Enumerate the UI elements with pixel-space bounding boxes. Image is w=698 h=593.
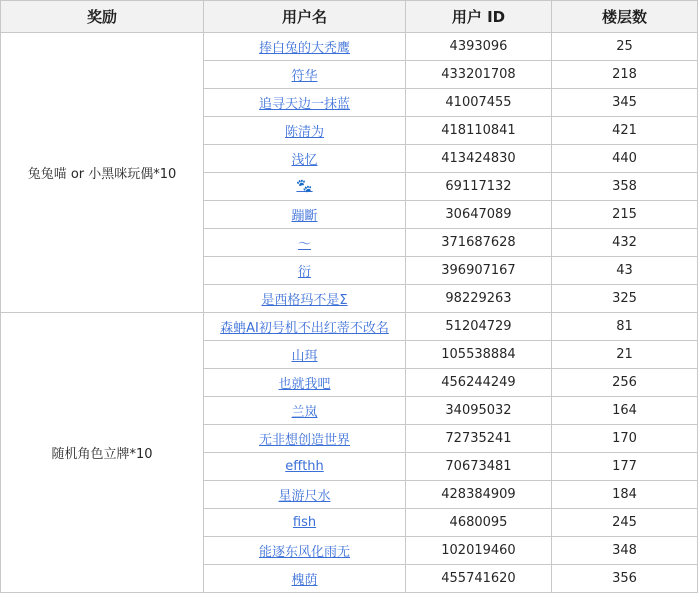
username-cell	[204, 145, 406, 173]
username-link[interactable]: 追寻天边一抹蓝	[258, 97, 350, 112]
username-link[interactable]: 是西格玛不是Σ	[261, 293, 348, 308]
username-cell	[204, 173, 406, 201]
user-id-cell: 98229263	[406, 285, 552, 313]
username-link[interactable]: 捧白兔的大秃鹰	[258, 41, 350, 56]
floor-cell: 440	[552, 145, 698, 173]
header-user-id: 用户 ID	[406, 1, 552, 33]
floor-cell: 184	[552, 481, 698, 509]
user-id-cell: 105538884	[406, 341, 552, 369]
floor-cell: 164	[552, 397, 698, 425]
username-cell	[204, 257, 406, 285]
user-id-cell: 51204729	[406, 313, 552, 341]
username-link[interactable]: 槐荫	[291, 573, 318, 588]
username-link[interactable]: 符华	[291, 69, 318, 84]
floor-cell: 215	[552, 201, 698, 229]
user-id-cell: 30647089	[406, 201, 552, 229]
username-link[interactable]: 浅忆	[291, 153, 318, 168]
username-cell	[204, 33, 406, 61]
floor-cell: 218	[552, 61, 698, 89]
username-link[interactable]: fish	[292, 515, 317, 530]
user-id-cell: 371687628	[406, 229, 552, 257]
user-id-cell: 413424830	[406, 145, 552, 173]
reward-cell: 兔兔喵 or 小黑咪玩偶*10	[1, 33, 204, 313]
username-link[interactable]: ～	[297, 237, 311, 252]
user-id-cell: 455741620	[406, 565, 552, 593]
username-link[interactable]: 星游尺水	[278, 489, 331, 504]
user-id-cell: 396907167	[406, 257, 552, 285]
header-reward: 奖励	[1, 1, 204, 33]
header-floor: 楼层数	[552, 1, 698, 33]
user-id-cell: 418110841	[406, 117, 552, 145]
table-row	[1, 313, 698, 341]
floor-cell: 356	[552, 565, 698, 593]
user-id-cell: 456244249	[406, 369, 552, 397]
username-link[interactable]: 森蚺AI初号机不出红蒂不改名	[220, 321, 389, 336]
username-link[interactable]: 无非想创造世界	[258, 433, 350, 448]
username-link[interactable]: 兰岚	[291, 405, 318, 420]
username-cell	[204, 229, 406, 257]
username-cell	[204, 397, 406, 425]
user-id-cell: 72735241	[406, 425, 552, 453]
floor-cell: 348	[552, 537, 698, 565]
user-id-cell: 34095032	[406, 397, 552, 425]
floor-cell: 345	[552, 89, 698, 117]
reward-cell: 随机角色立牌*10	[1, 313, 204, 593]
user-id-cell: 102019460	[406, 537, 552, 565]
user-id-cell: 70673481	[406, 453, 552, 481]
floor-cell: 358	[552, 173, 698, 201]
username-cell	[204, 453, 406, 481]
floor-cell: 256	[552, 369, 698, 397]
username-cell	[204, 341, 406, 369]
floor-cell: 421	[552, 117, 698, 145]
username-cell	[204, 117, 406, 145]
username-link[interactable]: 蹦斷	[291, 209, 318, 224]
username-cell	[204, 313, 406, 341]
username-cell	[204, 285, 406, 313]
table-row	[1, 33, 698, 61]
floor-cell: 177	[552, 453, 698, 481]
username-link[interactable]: 🐾	[296, 179, 313, 194]
table-header	[1, 1, 698, 33]
username-cell	[204, 369, 406, 397]
floor-cell: 25	[552, 33, 698, 61]
floor-cell: 432	[552, 229, 698, 257]
username-link[interactable]: 山珥	[291, 349, 318, 364]
user-id-cell: 41007455	[406, 89, 552, 117]
username-cell	[204, 201, 406, 229]
header-row	[1, 1, 698, 33]
floor-cell: 43	[552, 257, 698, 285]
username-link[interactable]: 能逐东风化雨无	[258, 545, 350, 560]
username-cell	[204, 509, 406, 537]
floor-cell: 245	[552, 509, 698, 537]
username-cell	[204, 61, 406, 89]
header-username: 用户名	[204, 1, 406, 33]
user-id-cell: 4393096	[406, 33, 552, 61]
floor-cell: 21	[552, 341, 698, 369]
username-link[interactable]: 也就我吧	[278, 377, 331, 392]
user-id-cell: 69117132	[406, 173, 552, 201]
username-link[interactable]: 陈清为	[284, 125, 324, 140]
user-id-cell: 428384909	[406, 481, 552, 509]
user-id-cell: 433201708	[406, 61, 552, 89]
floor-cell: 81	[552, 313, 698, 341]
username-cell	[204, 481, 406, 509]
floor-cell: 170	[552, 425, 698, 453]
user-id-cell: 4680095	[406, 509, 552, 537]
username-link[interactable]: 衍	[297, 265, 311, 280]
table-body	[1, 33, 698, 593]
username-cell	[204, 425, 406, 453]
username-cell	[204, 565, 406, 593]
floor-cell: 325	[552, 285, 698, 313]
username-cell	[204, 89, 406, 117]
username-cell	[204, 537, 406, 565]
username-link[interactable]: effthh	[285, 459, 324, 474]
